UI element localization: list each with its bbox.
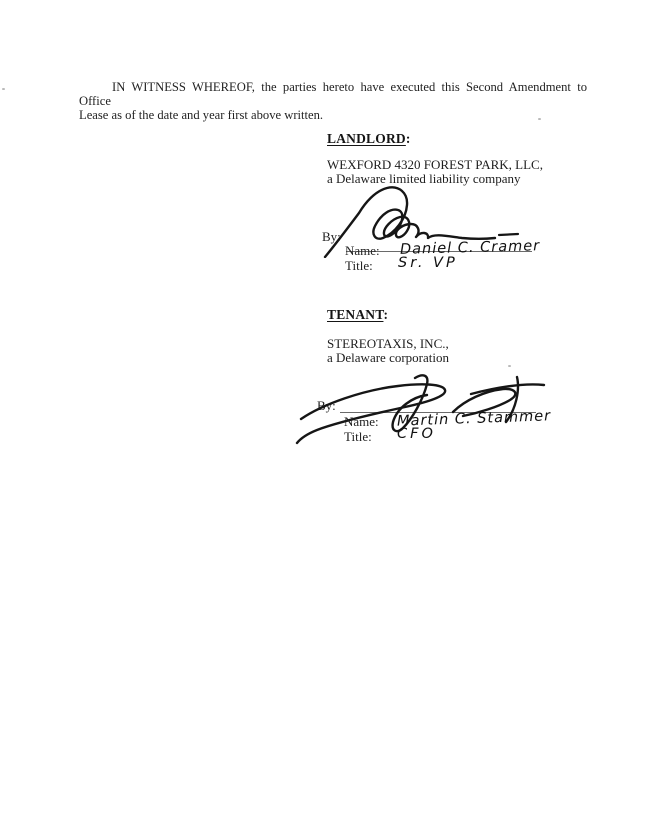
landlord-title-value: Sr. VP [398,255,458,271]
tenant-name-value: Martin C. Stammer [396,408,552,430]
landlord-heading [327,131,411,147]
tenant-heading-word: TENANT [327,307,384,322]
witness-paragraph-line1: IN WITNESS WHEREOF, the parties hereto have executed this Second Amendment to Office [79,80,587,108]
tenant-by-label: By: [317,398,336,413]
witness-paragraph [79,81,587,122]
tenant-company-type: a Delaware corporation [327,350,449,365]
landlord-name-label: Name: [345,243,380,258]
landlord-heading-colon: : [405,131,411,146]
tenant-heading [327,307,388,323]
tenant-name-label: Name: [344,414,379,429]
landlord-company-type: a Delaware limited liability company [327,171,521,186]
tenant-company-name: STEREOTAXIS, INC., [327,336,449,351]
scan-speck [508,365,511,367]
witness-paragraph-line2: Lease as of the date and year first above written. [79,107,324,122]
landlord-name-value: Daniel C. Cramer [399,238,541,258]
landlord-title-label: Title: [345,258,373,273]
scan-speck [2,88,5,90]
landlord-company-name: WEXFORD 4320 FOREST PARK, LLC, [327,157,543,172]
scan-speck [538,118,541,120]
landlord-by-label: By: [322,229,341,244]
tenant-heading-colon: : [383,307,389,322]
tenant-title-label: Title: [344,429,372,444]
tenant-title-value: CFO [397,426,436,442]
landlord-heading-word: LANDLORD [327,131,406,146]
